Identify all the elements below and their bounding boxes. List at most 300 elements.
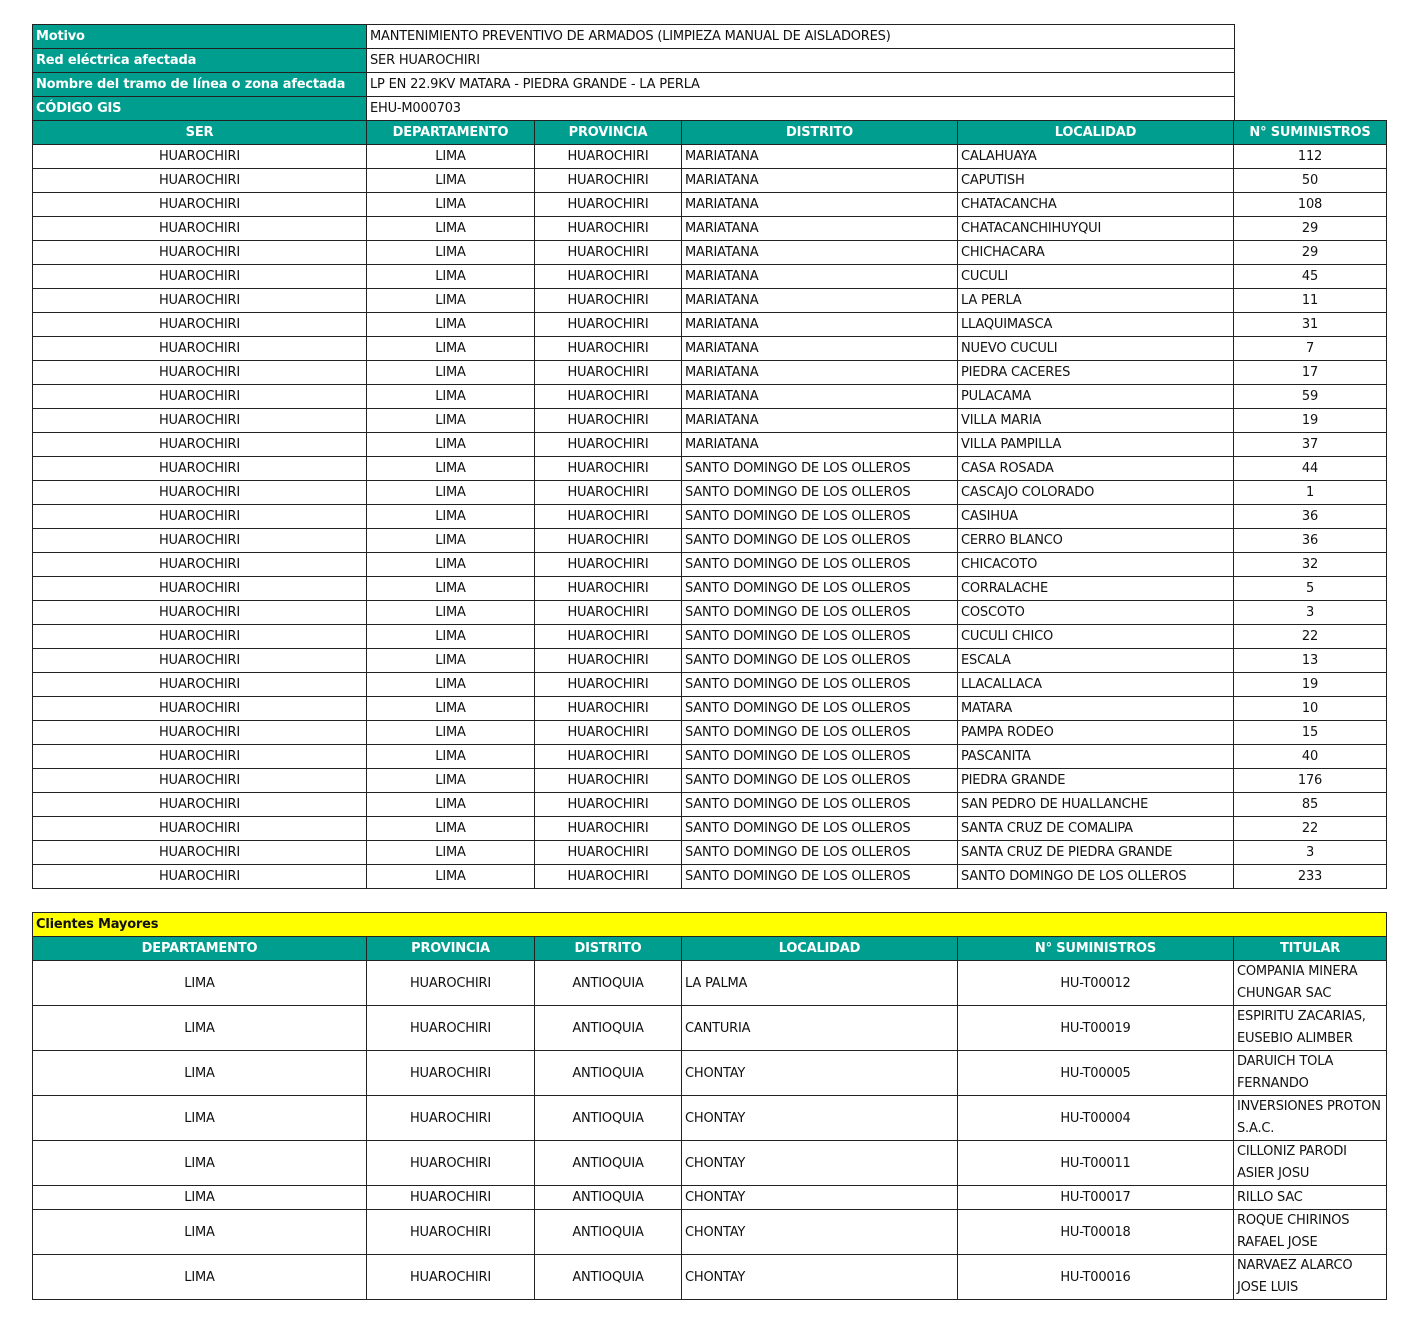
localidad-cell: CALAHUAYA xyxy=(958,145,1234,169)
suministros-cell: 10 xyxy=(1234,697,1387,721)
ser-cell: HUAROCHIRI xyxy=(33,265,367,289)
outage-info-table xyxy=(32,24,1235,121)
ser-cell: HUAROCHIRI xyxy=(33,793,367,817)
localidad-cell: SANTA CRUZ DE PIEDRA GRANDE xyxy=(958,841,1234,865)
distrito-cell: SANTO DOMINGO DE LOS OLLEROS xyxy=(682,697,958,721)
suministros-cell: 50 xyxy=(1234,169,1387,193)
localidad-cell: CANTURIA xyxy=(682,1006,958,1051)
distrito-cell: SANTO DOMINGO DE LOS OLLEROS xyxy=(682,817,958,841)
ser-cell: HUAROCHIRI xyxy=(33,841,367,865)
distrito-cell: SANTO DOMINGO DE LOS OLLEROS xyxy=(682,745,958,769)
table-row xyxy=(33,409,1387,433)
column-header: DISTRITO xyxy=(682,121,958,145)
provincia-cell: HUAROCHIRI xyxy=(535,601,682,625)
suministros-cell: 85 xyxy=(1234,793,1387,817)
table-row xyxy=(33,841,1387,865)
ser-cell: HUAROCHIRI xyxy=(33,505,367,529)
departamento-cell: LIMA xyxy=(367,241,535,265)
provincia-cell: HUAROCHIRI xyxy=(535,361,682,385)
localidad-cell: CAPUTISH xyxy=(958,169,1234,193)
departamento-cell: LIMA xyxy=(367,169,535,193)
distrito-cell: ANTIOQUIA xyxy=(535,1255,682,1300)
table-row xyxy=(33,769,1387,793)
localidad-cell: LLAQUIMASCA xyxy=(958,313,1234,337)
column-header: TITULAR xyxy=(1234,937,1387,961)
distrito-cell: MARIATANA xyxy=(682,409,958,433)
localidad-cell: CHONTAY xyxy=(682,1051,958,1096)
localidad-cell: CHONTAY xyxy=(682,1255,958,1300)
suministros-cell: 5 xyxy=(1234,577,1387,601)
suministros-cell: 44 xyxy=(1234,457,1387,481)
localidad-cell: LLACALLACA xyxy=(958,673,1234,697)
distrito-cell: MARIATANA xyxy=(682,265,958,289)
table-row xyxy=(33,433,1387,457)
column-header: DEPARTAMENTO xyxy=(33,937,367,961)
departamento-cell: LIMA xyxy=(33,1210,367,1255)
distrito-cell: MARIATANA xyxy=(682,433,958,457)
table-row xyxy=(33,1186,1387,1210)
column-header: LOCALIDAD xyxy=(682,937,958,961)
suministros-cell: 22 xyxy=(1234,625,1387,649)
table-row xyxy=(33,745,1387,769)
suministro-cell: HU-T00018 xyxy=(958,1210,1234,1255)
departamento-cell: LIMA xyxy=(33,1186,367,1210)
table-row xyxy=(33,697,1387,721)
ser-cell: HUAROCHIRI xyxy=(33,865,367,889)
departamento-cell: LIMA xyxy=(367,481,535,505)
localidad-cell: PIEDRA CACERES xyxy=(958,361,1234,385)
ser-cell: HUAROCHIRI xyxy=(33,193,367,217)
suministros-cell: 112 xyxy=(1234,145,1387,169)
provincia-cell: HUAROCHIRI xyxy=(535,721,682,745)
distrito-cell: ANTIOQUIA xyxy=(535,1210,682,1255)
distrito-cell: MARIATANA xyxy=(682,145,958,169)
localidad-cell: CHONTAY xyxy=(682,1210,958,1255)
localidad-cell: PAMPA RODEO xyxy=(958,721,1234,745)
info-row xyxy=(33,25,1235,49)
localidad-cell: VILLA PAMPILLA xyxy=(958,433,1234,457)
column-header: PROVINCIA xyxy=(535,121,682,145)
provincia-cell: HUAROCHIRI xyxy=(367,1096,535,1141)
provincia-cell: HUAROCHIRI xyxy=(367,1186,535,1210)
distrito-cell: MARIATANA xyxy=(682,361,958,385)
titular-cell: CILLONIZ PARODI ASIER JOSU xyxy=(1234,1141,1387,1186)
distrito-cell: ANTIOQUIA xyxy=(535,1051,682,1096)
provincia-cell: HUAROCHIRI xyxy=(367,1141,535,1186)
table-row xyxy=(33,529,1387,553)
departamento-cell: LIMA xyxy=(367,409,535,433)
departamento-cell: LIMA xyxy=(367,505,535,529)
ser-cell: HUAROCHIRI xyxy=(33,649,367,673)
distrito-cell: SANTO DOMINGO DE LOS OLLEROS xyxy=(682,841,958,865)
departamento-cell: LIMA xyxy=(33,1006,367,1051)
titular-cell: COMPANIA MINERA CHUNGAR SAC xyxy=(1234,961,1387,1006)
localidad-cell: COSCOTO xyxy=(958,601,1234,625)
suministros-cell: 13 xyxy=(1234,649,1387,673)
localidad-cell: CHONTAY xyxy=(682,1096,958,1141)
table-row xyxy=(33,1255,1387,1300)
localidad-cell: CERRO BLANCO xyxy=(958,529,1234,553)
table-row xyxy=(33,385,1387,409)
provincia-cell: HUAROCHIRI xyxy=(535,625,682,649)
departamento-cell: LIMA xyxy=(367,457,535,481)
provincia-cell: HUAROCHIRI xyxy=(535,193,682,217)
provincia-cell: HUAROCHIRI xyxy=(535,769,682,793)
ser-cell: HUAROCHIRI xyxy=(33,481,367,505)
affected-localities-header-row xyxy=(33,121,1387,145)
distrito-cell: SANTO DOMINGO DE LOS OLLEROS xyxy=(682,529,958,553)
ser-cell: HUAROCHIRI xyxy=(33,145,367,169)
provincia-cell: HUAROCHIRI xyxy=(535,649,682,673)
ser-cell: HUAROCHIRI xyxy=(33,433,367,457)
ser-cell: HUAROCHIRI xyxy=(33,553,367,577)
info-row xyxy=(33,73,1235,97)
suministros-cell: 29 xyxy=(1234,217,1387,241)
table-row xyxy=(33,577,1387,601)
table-row xyxy=(33,337,1387,361)
provincia-cell: HUAROCHIRI xyxy=(535,673,682,697)
provincia-cell: HUAROCHIRI xyxy=(535,217,682,241)
ser-cell: HUAROCHIRI xyxy=(33,721,367,745)
localidad-cell: CUCULI xyxy=(958,265,1234,289)
departamento-cell: LIMA xyxy=(33,1255,367,1300)
table-row xyxy=(33,1141,1387,1186)
provincia-cell: HUAROCHIRI xyxy=(535,865,682,889)
info-label: Nombre del tramo de línea o zona afectada xyxy=(33,73,367,97)
info-label: Motivo xyxy=(33,25,367,49)
provincia-cell: HUAROCHIRI xyxy=(535,289,682,313)
info-value: SER HUAROCHIRI xyxy=(367,49,1235,73)
provincia-cell: HUAROCHIRI xyxy=(535,481,682,505)
departamento-cell: LIMA xyxy=(367,289,535,313)
ser-cell: HUAROCHIRI xyxy=(33,817,367,841)
table-row xyxy=(33,505,1387,529)
table-row xyxy=(33,1006,1387,1051)
distrito-cell: MARIATANA xyxy=(682,217,958,241)
suministros-cell: 45 xyxy=(1234,265,1387,289)
distrito-cell: SANTO DOMINGO DE LOS OLLEROS xyxy=(682,481,958,505)
localidad-cell: SAN PEDRO DE HUALLANCHE xyxy=(958,793,1234,817)
column-header: N° SUMINISTROS xyxy=(1234,121,1387,145)
table-row xyxy=(33,625,1387,649)
localidad-cell: CHONTAY xyxy=(682,1186,958,1210)
distrito-cell: SANTO DOMINGO DE LOS OLLEROS xyxy=(682,553,958,577)
info-label: Red eléctrica afectada xyxy=(33,49,367,73)
departamento-cell: LIMA xyxy=(367,337,535,361)
suministro-cell: HU-T00016 xyxy=(958,1255,1234,1300)
ser-cell: HUAROCHIRI xyxy=(33,529,367,553)
distrito-cell: SANTO DOMINGO DE LOS OLLEROS xyxy=(682,721,958,745)
departamento-cell: LIMA xyxy=(367,841,535,865)
table-row xyxy=(33,145,1387,169)
localidad-cell: SANTO DOMINGO DE LOS OLLEROS xyxy=(958,865,1234,889)
ser-cell: HUAROCHIRI xyxy=(33,241,367,265)
departamento-cell: LIMA xyxy=(367,769,535,793)
departamento-cell: LIMA xyxy=(367,313,535,337)
departamento-cell: LIMA xyxy=(367,601,535,625)
distrito-cell: SANTO DOMINGO DE LOS OLLEROS xyxy=(682,769,958,793)
table-row xyxy=(33,265,1387,289)
provincia-cell: HUAROCHIRI xyxy=(367,1006,535,1051)
info-row xyxy=(33,49,1235,73)
ser-cell: HUAROCHIRI xyxy=(33,697,367,721)
table-row xyxy=(33,601,1387,625)
suministros-cell: 36 xyxy=(1234,529,1387,553)
suministro-cell: HU-T00005 xyxy=(958,1051,1234,1096)
info-row xyxy=(33,97,1235,121)
affected-localities-body xyxy=(33,145,1387,889)
ser-cell: HUAROCHIRI xyxy=(33,769,367,793)
suministros-cell: 3 xyxy=(1234,841,1387,865)
table-row xyxy=(33,793,1387,817)
ser-cell: HUAROCHIRI xyxy=(33,625,367,649)
distrito-cell: SANTO DOMINGO DE LOS OLLEROS xyxy=(682,505,958,529)
provincia-cell: HUAROCHIRI xyxy=(367,1255,535,1300)
suministro-cell: HU-T00011 xyxy=(958,1141,1234,1186)
column-header: SER xyxy=(33,121,367,145)
table-row xyxy=(33,1051,1387,1096)
provincia-cell: HUAROCHIRI xyxy=(535,529,682,553)
provincia-cell: HUAROCHIRI xyxy=(535,457,682,481)
suministros-cell: 108 xyxy=(1234,193,1387,217)
departamento-cell: LIMA xyxy=(367,385,535,409)
distrito-cell: MARIATANA xyxy=(682,169,958,193)
distrito-cell: ANTIOQUIA xyxy=(535,1186,682,1210)
localidad-cell: CORRALACHE xyxy=(958,577,1234,601)
column-header: LOCALIDAD xyxy=(958,121,1234,145)
distrito-cell: SANTO DOMINGO DE LOS OLLEROS xyxy=(682,601,958,625)
titular-cell: RILLO SAC xyxy=(1234,1186,1387,1210)
ser-cell: HUAROCHIRI xyxy=(33,457,367,481)
info-value: EHU-M000703 xyxy=(367,97,1235,121)
distrito-cell: MARIATANA xyxy=(682,385,958,409)
distrito-cell: MARIATANA xyxy=(682,193,958,217)
table-row xyxy=(33,481,1387,505)
info-value: MANTENIMIENTO PREVENTIVO DE ARMADOS (LIMPIEZA MANUAL DE AISLADORES) xyxy=(367,25,1235,49)
localidad-cell: CHATACANCHIHUYQUI xyxy=(958,217,1234,241)
provincia-cell: HUAROCHIRI xyxy=(535,817,682,841)
provincia-cell: HUAROCHIRI xyxy=(535,697,682,721)
localidad-cell: CHICHACARA xyxy=(958,241,1234,265)
departamento-cell: LIMA xyxy=(33,1096,367,1141)
provincia-cell: HUAROCHIRI xyxy=(535,793,682,817)
localidad-cell: CHONTAY xyxy=(682,1141,958,1186)
table-row xyxy=(33,1210,1387,1255)
table-row xyxy=(33,1096,1387,1141)
column-header: DISTRITO xyxy=(535,937,682,961)
provincia-cell: HUAROCHIRI xyxy=(535,745,682,769)
suministros-cell: 29 xyxy=(1234,241,1387,265)
suministros-cell: 3 xyxy=(1234,601,1387,625)
localidad-cell: CHATACANCHA xyxy=(958,193,1234,217)
provincia-cell: HUAROCHIRI xyxy=(535,577,682,601)
localidad-cell: CASA ROSADA xyxy=(958,457,1234,481)
distrito-cell: SANTO DOMINGO DE LOS OLLEROS xyxy=(682,793,958,817)
localidad-cell: ESCALA xyxy=(958,649,1234,673)
suministros-cell: 32 xyxy=(1234,553,1387,577)
suministro-cell: HU-T00017 xyxy=(958,1186,1234,1210)
provincia-cell: HUAROCHIRI xyxy=(535,409,682,433)
major-clients-body xyxy=(33,961,1387,1300)
localidad-cell: VILLA MARIA xyxy=(958,409,1234,433)
column-header: PROVINCIA xyxy=(367,937,535,961)
distrito-cell: MARIATANA xyxy=(682,313,958,337)
distrito-cell: SANTO DOMINGO DE LOS OLLEROS xyxy=(682,673,958,697)
outage-info-body xyxy=(33,25,1235,121)
ser-cell: HUAROCHIRI xyxy=(33,217,367,241)
distrito-cell: MARIATANA xyxy=(682,289,958,313)
table-row xyxy=(33,721,1387,745)
departamento-cell: LIMA xyxy=(367,721,535,745)
distrito-cell: MARIATANA xyxy=(682,337,958,361)
suministros-cell: 36 xyxy=(1234,505,1387,529)
departamento-cell: LIMA xyxy=(33,1141,367,1186)
departamento-cell: LIMA xyxy=(367,697,535,721)
suministros-cell: 11 xyxy=(1234,289,1387,313)
suministros-cell: 22 xyxy=(1234,817,1387,841)
localidad-cell: CASCAJO COLORADO xyxy=(958,481,1234,505)
suministros-cell: 59 xyxy=(1234,385,1387,409)
localidad-cell: CASIHUA xyxy=(958,505,1234,529)
suministros-cell: 176 xyxy=(1234,769,1387,793)
provincia-cell: HUAROCHIRI xyxy=(367,1051,535,1096)
suministros-cell: 15 xyxy=(1234,721,1387,745)
ser-cell: HUAROCHIRI xyxy=(33,313,367,337)
column-header: DEPARTAMENTO xyxy=(367,121,535,145)
provincia-cell: HUAROCHIRI xyxy=(367,961,535,1006)
provincia-cell: HUAROCHIRI xyxy=(535,265,682,289)
distrito-cell: ANTIOQUIA xyxy=(535,1141,682,1186)
table-row xyxy=(33,361,1387,385)
table-row xyxy=(33,673,1387,697)
provincia-cell: HUAROCHIRI xyxy=(535,841,682,865)
provincia-cell: HUAROCHIRI xyxy=(535,337,682,361)
departamento-cell: LIMA xyxy=(33,1051,367,1096)
localidad-cell: CUCULI CHICO xyxy=(958,625,1234,649)
table-row xyxy=(33,649,1387,673)
table-row xyxy=(33,961,1387,1006)
ser-cell: HUAROCHIRI xyxy=(33,601,367,625)
table-row xyxy=(33,241,1387,265)
ser-cell: HUAROCHIRI xyxy=(33,673,367,697)
departamento-cell: LIMA xyxy=(367,577,535,601)
departamento-cell: LIMA xyxy=(367,145,535,169)
localidad-cell: PULACAMA xyxy=(958,385,1234,409)
titular-cell: DARUICH TOLA FERNANDO xyxy=(1234,1051,1387,1096)
provincia-cell: HUAROCHIRI xyxy=(535,313,682,337)
departamento-cell: LIMA xyxy=(367,265,535,289)
suministros-cell: 233 xyxy=(1234,865,1387,889)
provincia-cell: HUAROCHIRI xyxy=(367,1210,535,1255)
table-row xyxy=(33,553,1387,577)
suministros-cell: 40 xyxy=(1234,745,1387,769)
departamento-cell: LIMA xyxy=(367,361,535,385)
ser-cell: HUAROCHIRI xyxy=(33,577,367,601)
departamento-cell: LIMA xyxy=(367,865,535,889)
table-row xyxy=(33,457,1387,481)
provincia-cell: HUAROCHIRI xyxy=(535,385,682,409)
titular-cell: ESPIRITU ZACARIAS, EUSEBIO ALIMBER xyxy=(1234,1006,1387,1051)
suministro-cell: HU-T00004 xyxy=(958,1096,1234,1141)
distrito-cell: SANTO DOMINGO DE LOS OLLEROS xyxy=(682,865,958,889)
suministro-cell: HU-T00019 xyxy=(958,1006,1234,1051)
distrito-cell: SANTO DOMINGO DE LOS OLLEROS xyxy=(682,457,958,481)
table-row xyxy=(33,313,1387,337)
departamento-cell: LIMA xyxy=(367,649,535,673)
major-clients-title: Clientes Mayores xyxy=(33,913,1387,937)
departamento-cell: LIMA xyxy=(367,433,535,457)
localidad-cell: LA PERLA xyxy=(958,289,1234,313)
titular-cell: ROQUE CHIRINOS RAFAEL JOSE xyxy=(1234,1210,1387,1255)
ser-cell: HUAROCHIRI xyxy=(33,169,367,193)
departamento-cell: LIMA xyxy=(367,193,535,217)
departamento-cell: LIMA xyxy=(367,529,535,553)
table-row xyxy=(33,169,1387,193)
table-row xyxy=(33,217,1387,241)
distrito-cell: SANTO DOMINGO DE LOS OLLEROS xyxy=(682,649,958,673)
ser-cell: HUAROCHIRI xyxy=(33,385,367,409)
column-header: N° SUMINISTROS xyxy=(958,937,1234,961)
provincia-cell: HUAROCHIRI xyxy=(535,505,682,529)
departamento-cell: LIMA xyxy=(367,745,535,769)
table-row xyxy=(33,289,1387,313)
departamento-cell: LIMA xyxy=(33,961,367,1006)
suministros-cell: 19 xyxy=(1234,673,1387,697)
suministros-cell: 31 xyxy=(1234,313,1387,337)
affected-localities-table xyxy=(32,120,1387,889)
ser-cell: HUAROCHIRI xyxy=(33,409,367,433)
distrito-cell: SANTO DOMINGO DE LOS OLLEROS xyxy=(682,577,958,601)
titular-cell: NARVAEZ ALARCO JOSE LUIS xyxy=(1234,1255,1387,1300)
provincia-cell: HUAROCHIRI xyxy=(535,169,682,193)
suministros-cell: 19 xyxy=(1234,409,1387,433)
distrito-cell: ANTIOQUIA xyxy=(535,961,682,1006)
distrito-cell: SANTO DOMINGO DE LOS OLLEROS xyxy=(682,625,958,649)
major-clients-table xyxy=(32,912,1387,1300)
suministro-cell: HU-T00012 xyxy=(958,961,1234,1006)
localidad-cell: NUEVO CUCULI xyxy=(958,337,1234,361)
provincia-cell: HUAROCHIRI xyxy=(535,433,682,457)
departamento-cell: LIMA xyxy=(367,553,535,577)
table-row xyxy=(33,865,1387,889)
departamento-cell: LIMA xyxy=(367,625,535,649)
info-value: LP EN 22.9KV MATARA - PIEDRA GRANDE - LA PERLA xyxy=(367,73,1235,97)
departamento-cell: LIMA xyxy=(367,217,535,241)
localidad-cell: PASCANITA xyxy=(958,745,1234,769)
departamento-cell: LIMA xyxy=(367,673,535,697)
info-label: CÓDIGO GIS xyxy=(33,97,367,121)
provincia-cell: HUAROCHIRI xyxy=(535,553,682,577)
localidad-cell: MATARA xyxy=(958,697,1234,721)
ser-cell: HUAROCHIRI xyxy=(33,337,367,361)
ser-cell: HUAROCHIRI xyxy=(33,289,367,313)
localidad-cell: LA PALMA xyxy=(682,961,958,1006)
table-row xyxy=(33,817,1387,841)
major-clients-header-row xyxy=(33,937,1387,961)
provincia-cell: HUAROCHIRI xyxy=(535,241,682,265)
localidad-cell: SANTA CRUZ DE COMALIPA xyxy=(958,817,1234,841)
distrito-cell: ANTIOQUIA xyxy=(535,1006,682,1051)
ser-cell: HUAROCHIRI xyxy=(33,361,367,385)
suministros-cell: 1 xyxy=(1234,481,1387,505)
suministros-cell: 17 xyxy=(1234,361,1387,385)
distrito-cell: MARIATANA xyxy=(682,241,958,265)
distrito-cell: ANTIOQUIA xyxy=(535,1096,682,1141)
localidad-cell: PIEDRA GRANDE xyxy=(958,769,1234,793)
table-row xyxy=(33,193,1387,217)
suministros-cell: 7 xyxy=(1234,337,1387,361)
titular-cell: INVERSIONES PROTON S.A.C. xyxy=(1234,1096,1387,1141)
